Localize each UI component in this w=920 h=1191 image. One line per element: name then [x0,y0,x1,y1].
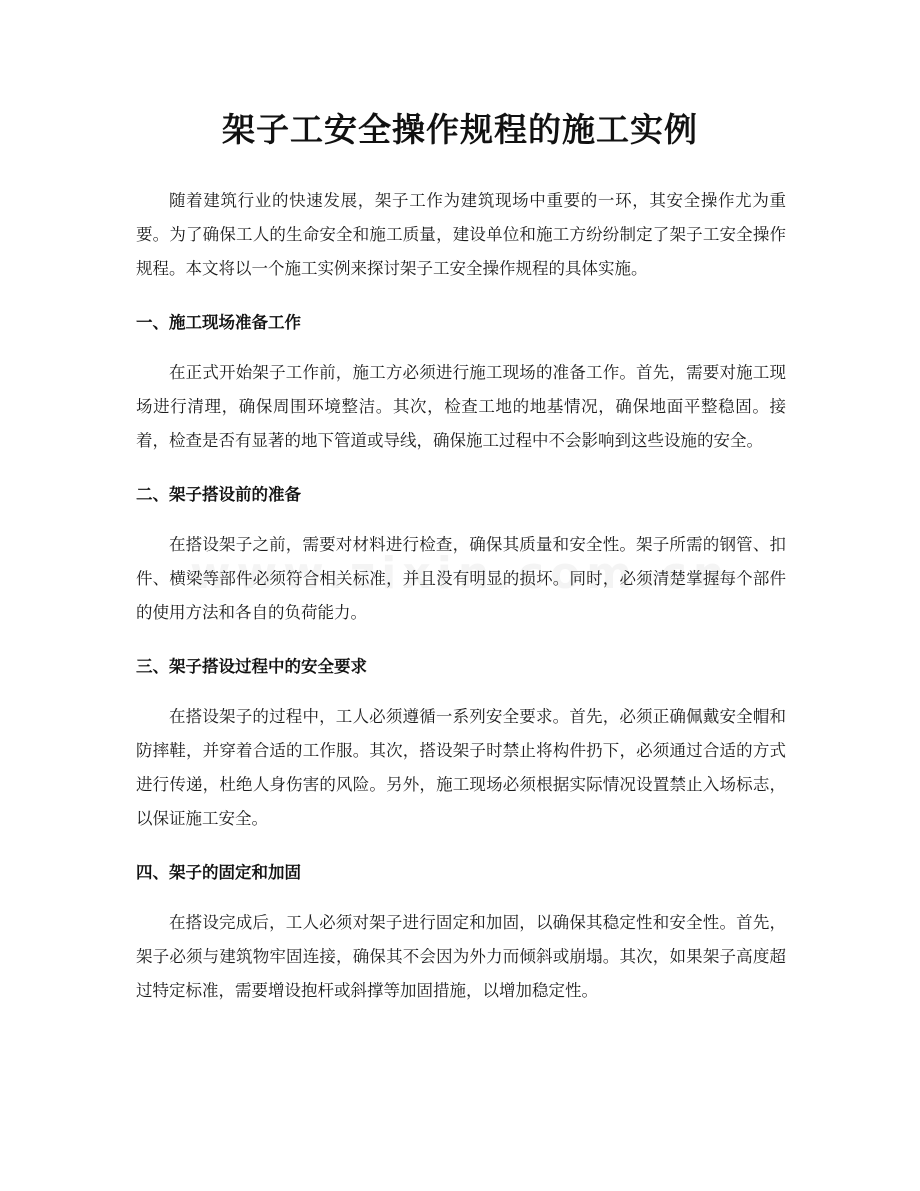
document-body [136,184,786,1008]
document-title: 架子工安全操作规程的施工实例 [222,110,698,149]
intro-paragraph: 随着建筑行业的快速发展，架子工作为建筑现场中重要的一环，其安全操作尤为重要。为了确保工人的生命安全和施工质量，建设单位和施工方纷纷制定了架子工安全操作规程。本文将以一个施工实例来探讨架子工安全操作规程的具体实施。 [136,191,786,278]
section-heading-1: 一、施工现场准备工作 [136,313,301,332]
section-heading-4: 四、架子的固定和加固 [136,863,301,882]
section-paragraph-2: 在搭设架子之前，需要对材料进行检查，确保其质量和安全性。架子所需的钢管、扣件、横梁等部件必须符合相关标准，并且没有明显的损坏。同时，必须清楚掌握每个部件的使用方法和各自的负荷能力。 [136,535,786,622]
section-paragraph-1: 在正式开始架子工作前，施工方必须进行施工现场的准备工作。首先，需要对施工现场进行清理，确保周围环境整洁。其次，检查工地的地基情况，确保地面平整稳固。接着，检查是否有显著的地下管道或导线，确保施工过程中不会影响到这些设施的安全。 [136,363,786,450]
section-paragraph-4: 在搭设完成后，工人必须对架子进行固定和加固，以确保其稳定性和安全性。首先，架子必须与建筑物牢固连接，确保其不会因为外力而倾斜或崩塌。其次，如果架子高度超过特定标准，需要增设抱杆或斜撑等加固措施，以增加稳定性。 [136,913,786,1000]
section-heading-3: 三、架子搭设过程中的安全要求 [136,657,367,676]
section-heading-2: 二、架子搭设前的准备 [136,485,301,504]
section-paragraph-3: 在搭设架子的过程中，工人必须遵循一系列安全要求。首先，必须正确佩戴安全帽和防摔鞋，并穿着合适的工作服。其次，搭设架子时禁止将构件扔下，必须通过合适的方式进行传递，杜绝人身伤害的风险。另外，施工现场必须根据实际情况设置禁止入场标志，以保证施工安全。 [136,707,786,828]
